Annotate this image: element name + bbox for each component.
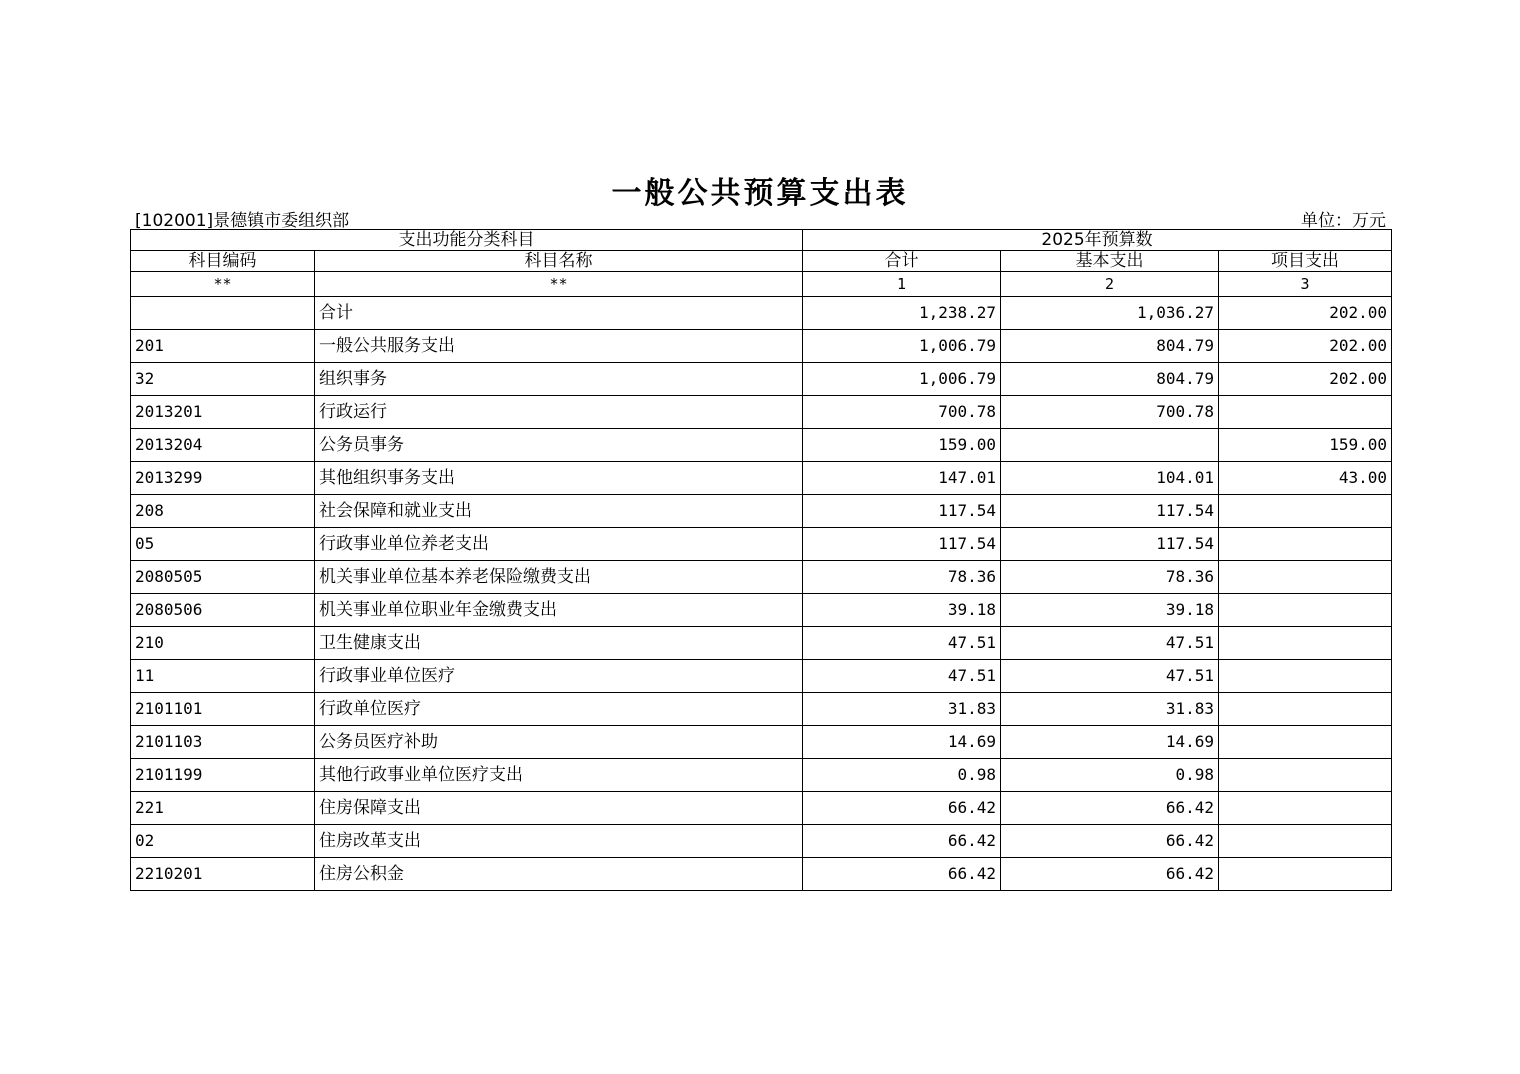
row-total: 1,006.79 [803, 330, 1001, 363]
row-basic: 700.78 [1001, 396, 1219, 429]
row-project [1219, 759, 1392, 792]
table-row [131, 561, 1392, 594]
row-project: 202.00 [1219, 363, 1392, 396]
row-project [1219, 627, 1392, 660]
row-project [1219, 528, 1392, 561]
row-basic: 804.79 [1001, 363, 1219, 396]
row-name: 行政事业单位养老支出 [315, 528, 803, 561]
row-code: 221 [131, 792, 315, 825]
table-row [131, 726, 1392, 759]
row-name: 机关事业单位职业年金缴费支出 [315, 594, 803, 627]
row-basic: 0.98 [1001, 759, 1219, 792]
row-basic: 66.42 [1001, 792, 1219, 825]
row-name: 合计 [315, 297, 803, 330]
index-name: ** [315, 272, 803, 297]
row-name: 行政事业单位医疗 [315, 660, 803, 693]
row-total: 700.78 [803, 396, 1001, 429]
row-basic: 47.51 [1001, 660, 1219, 693]
row-code: 2210201 [131, 858, 315, 891]
header-budget-year: 2025年预算数 [803, 230, 1392, 251]
row-code: 32 [131, 363, 315, 396]
row-total: 66.42 [803, 825, 1001, 858]
row-basic: 66.42 [1001, 825, 1219, 858]
row-project: 202.00 [1219, 330, 1392, 363]
row-project [1219, 495, 1392, 528]
row-code: 2080506 [131, 594, 315, 627]
row-basic: 1,036.27 [1001, 297, 1219, 330]
table-row [131, 693, 1392, 726]
row-name: 组织事务 [315, 363, 803, 396]
row-code: 2101199 [131, 759, 315, 792]
row-basic [1001, 429, 1219, 462]
row-project [1219, 561, 1392, 594]
row-project [1219, 660, 1392, 693]
row-project [1219, 792, 1392, 825]
row-name: 公务员事务 [315, 429, 803, 462]
row-name: 行政单位医疗 [315, 693, 803, 726]
row-code: 201 [131, 330, 315, 363]
row-total: 117.54 [803, 528, 1001, 561]
row-total: 78.36 [803, 561, 1001, 594]
row-name: 机关事业单位基本养老保险缴费支出 [315, 561, 803, 594]
row-name: 一般公共服务支出 [315, 330, 803, 363]
table-row [131, 462, 1392, 495]
table-row [131, 330, 1392, 363]
row-total: 0.98 [803, 759, 1001, 792]
row-total: 47.51 [803, 660, 1001, 693]
index-project: 3 [1219, 272, 1392, 297]
row-code: 2013204 [131, 429, 315, 462]
row-basic: 14.69 [1001, 726, 1219, 759]
row-code: 2101101 [131, 693, 315, 726]
table-row [131, 429, 1392, 462]
row-total: 117.54 [803, 495, 1001, 528]
page-title: 一般公共预算支出表 [611, 176, 909, 211]
row-code: 2080505 [131, 561, 315, 594]
row-total: 1,238.27 [803, 297, 1001, 330]
row-code: 210 [131, 627, 315, 660]
row-total: 147.01 [803, 462, 1001, 495]
row-total: 14.69 [803, 726, 1001, 759]
index-code: ** [131, 272, 315, 297]
row-code: 02 [131, 825, 315, 858]
row-code [131, 297, 315, 330]
index-basic: 2 [1001, 272, 1219, 297]
row-name: 公务员医疗补助 [315, 726, 803, 759]
row-project [1219, 693, 1392, 726]
row-basic: 117.54 [1001, 528, 1219, 561]
row-project [1219, 594, 1392, 627]
row-basic: 47.51 [1001, 627, 1219, 660]
table-row [131, 396, 1392, 429]
row-total: 1,006.79 [803, 363, 1001, 396]
table-row [131, 825, 1392, 858]
table-row [131, 627, 1392, 660]
row-total: 47.51 [803, 627, 1001, 660]
row-name: 住房改革支出 [315, 825, 803, 858]
budget-table [130, 229, 1392, 891]
row-total: 66.42 [803, 792, 1001, 825]
row-code: 2013299 [131, 462, 315, 495]
row-project: 159.00 [1219, 429, 1392, 462]
table-row [131, 495, 1392, 528]
row-code: 05 [131, 528, 315, 561]
row-name: 其他组织事务支出 [315, 462, 803, 495]
row-basic: 117.54 [1001, 495, 1219, 528]
row-basic: 804.79 [1001, 330, 1219, 363]
header-project: 项目支出 [1219, 251, 1392, 272]
row-code: 2101103 [131, 726, 315, 759]
row-name: 行政运行 [315, 396, 803, 429]
row-total: 39.18 [803, 594, 1001, 627]
row-code: 2013201 [131, 396, 315, 429]
row-total: 31.83 [803, 693, 1001, 726]
table-row [131, 528, 1392, 561]
row-basic: 78.36 [1001, 561, 1219, 594]
row-project [1219, 726, 1392, 759]
row-basic: 66.42 [1001, 858, 1219, 891]
row-code: 208 [131, 495, 315, 528]
row-total: 159.00 [803, 429, 1001, 462]
row-name: 住房保障支出 [315, 792, 803, 825]
header-name: 科目名称 [315, 251, 803, 272]
org-label: [102001]景德镇市委组织部 [135, 211, 350, 231]
header-code: 科目编码 [131, 251, 315, 272]
index-total: 1 [803, 272, 1001, 297]
unit-label: 单位：万元 [1301, 211, 1386, 231]
table-row [131, 660, 1392, 693]
row-project: 43.00 [1219, 462, 1392, 495]
header-function-category: 支出功能分类科目 [131, 230, 803, 251]
table-row [131, 363, 1392, 396]
table-row [131, 792, 1392, 825]
row-project [1219, 858, 1392, 891]
table-row [131, 297, 1392, 330]
budget-table-body [131, 297, 1392, 891]
row-name: 社会保障和就业支出 [315, 495, 803, 528]
row-name: 卫生健康支出 [315, 627, 803, 660]
header-basic: 基本支出 [1001, 251, 1219, 272]
row-project [1219, 825, 1392, 858]
row-basic: 31.83 [1001, 693, 1219, 726]
table-row [131, 594, 1392, 627]
row-code: 11 [131, 660, 315, 693]
header-column-row [131, 251, 1392, 272]
table-row [131, 858, 1392, 891]
header-group-row [131, 230, 1392, 251]
row-project [1219, 396, 1392, 429]
row-project: 202.00 [1219, 297, 1392, 330]
header-index-row [131, 272, 1392, 297]
row-basic: 104.01 [1001, 462, 1219, 495]
row-name: 其他行政事业单位医疗支出 [315, 759, 803, 792]
row-name: 住房公积金 [315, 858, 803, 891]
table-row [131, 759, 1392, 792]
row-basic: 39.18 [1001, 594, 1219, 627]
row-total: 66.42 [803, 858, 1001, 891]
header-total: 合计 [803, 251, 1001, 272]
